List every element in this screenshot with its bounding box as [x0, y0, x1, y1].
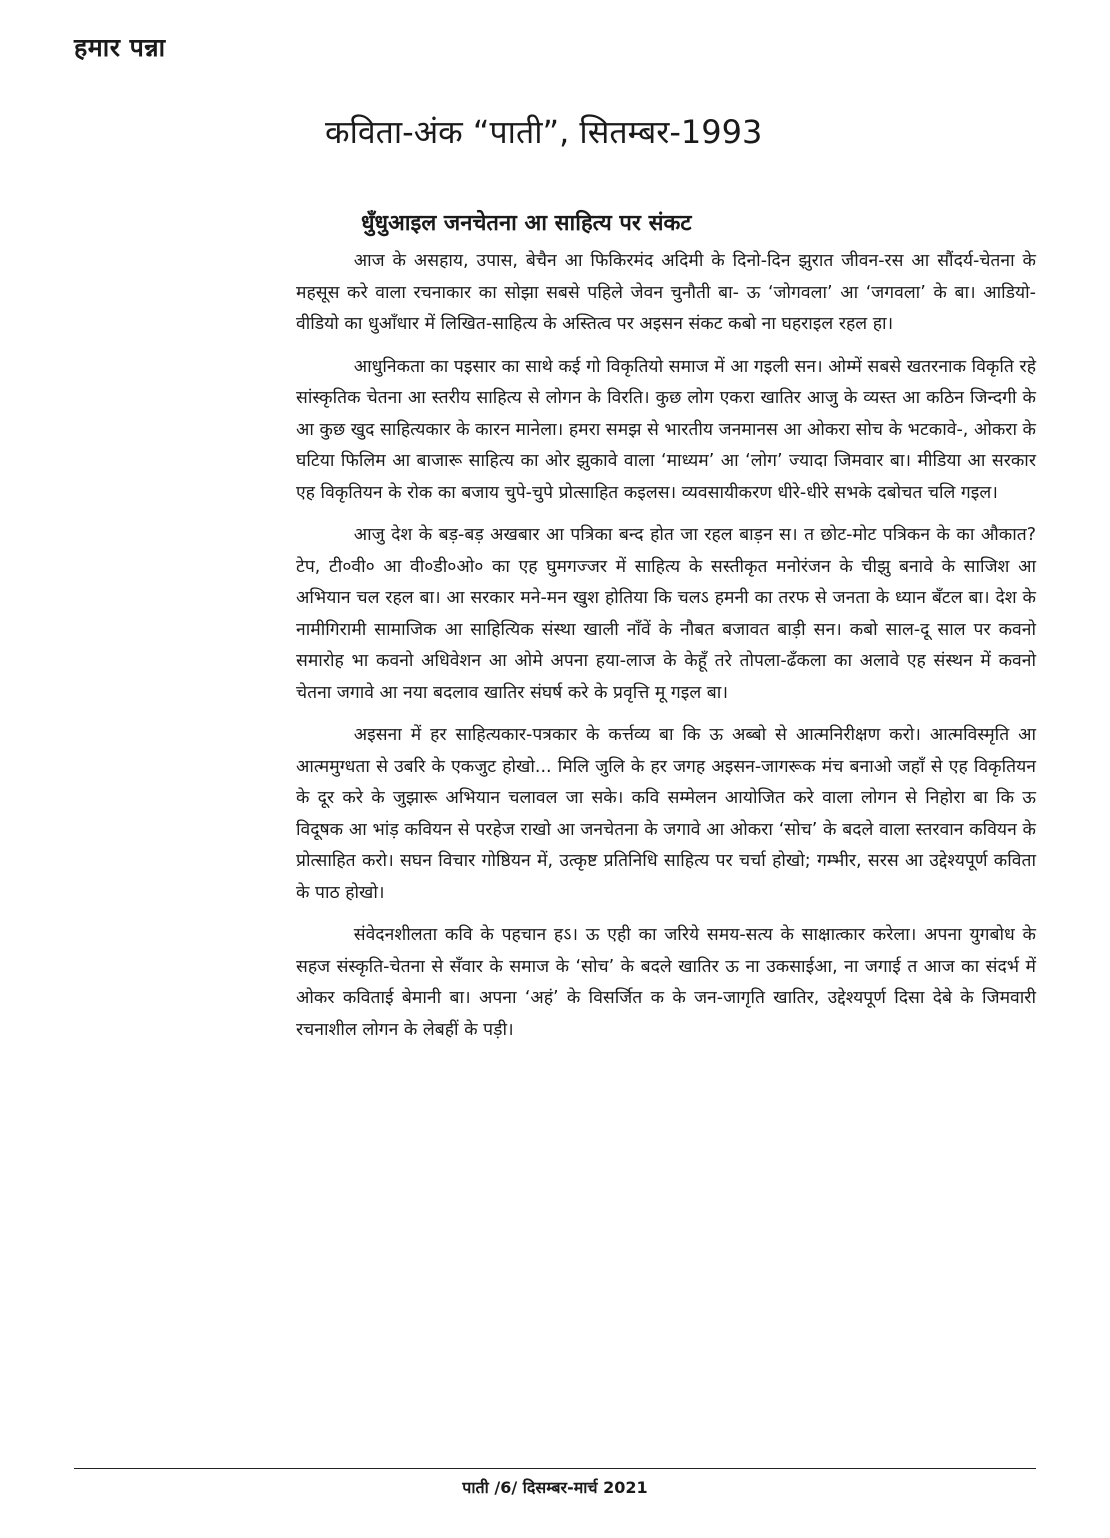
paragraph-4: अइसना में हर साहित्यकार-पत्रकार के कर्त्तव्य बा कि ऊ अब्बो से आत्मनिरीक्षण करो। आत्मविस्मृति आ आत्ममुग्धता से उबरि के एकजुट होखो... मिलि जुलि के हर जगह अइसन-जागरूक मंच बनाओ जहाँ से एह विकृतियन के दूर करे के जुझारू अभियान चलावल जा सके। कवि सम्मेलन आयोजित करे वाला लोगन से निहोरा बा कि ऊ विदूषक आ भांड़ कवियन से परहेज राखो आ जनचेतना के जगावे आ ओकरा ‘सोच’ के बदले वाला स्तरवान कवियन के प्रोत्साहित करो। सघन विचार गोष्ठियन में, उत्कृष्ट प्रतिनिधि साहित्य पर चर्चा होखो; गम्भीर, सरस आ उद्देश्यपूर्ण कविता के पाठ होखो।	[296, 725, 1036, 903]
page-footer: पाती /6/ दिसम्बर-मार्च 2021	[462, 1478, 648, 1497]
footer-divider	[74, 1468, 1036, 1469]
paragraph-1: आज के असहाय, उपास, बेचैन आ फिकिरमंद अदिमी के दिनो-दिन झुरात जीवन-रस आ सौंदर्य-चेतना के महसूस करे वाला रचनाकार का सोझा सबसे पहिले जेवन चुनौती बा- ऊ ‘जोगवला’ आ ‘जगवला’ के बा। आडियो-वीडियो का धुआँधार में लिखित-साहित्य के अस्तित्व पर अइसन संकट कबो ना घहराइल रहल हा।	[296, 251, 1036, 334]
paragraph-2: आधुनिकता का पइसार का साथे कई गो विकृतियो समाज में आ गइली सन। ओम्में सबसे खतरनाक विकृति रहे सांस्कृतिक चेतना आ स्तरीय साहित्य से लोगन के विरति। कुछ लोग एकरा खातिर आजु के व्यस्त आ कठिन जिन्दगी के आ कुछ खुद साहित्यकार के कारन मानेला। हमरा समझ से भारतीय जनमानस आ ओकरा सोच के भटकावे-, ओकरा के घटिया फिलिम आ बाजारू साहित्य का ओर झुकावे वाला ‘माध्यम’ आ ‘लोग’ ज्यादा जिमवार बा। मीडिया आ सरकार एह विकृतियन के रोक का बजाय चुपे-चुपे प्रोत्साहित कइलस। व्यवसायीकरण धीरे-धीरे सभके दबोचत चलि गइल।	[296, 356, 1036, 503]
paragraph-5: संवेदनशीलता कवि के पहचान हऽ। ऊ एही का जरिये समय-सत्य के साक्षात्कार करेला। अपना युगबोध के सहज संस्कृति-चेतना से सँवार के समाज के ‘सोच’ के बदले खातिर ऊ ना उकसाईआ, ना जगाई त आज का संदर्भ में ओकर कविताई बेमानी बा। अपना ‘अहं’ के विसर्जित क के जन-जागृति खातिर, उद्देश्यपूर्ण दिसा देबे के जिमवारी रचनाशील लोगन के लेबहीं के पड़ी।	[296, 925, 1036, 1040]
paragraph-3: आजु देश के बड़-बड़ अखबार आ पत्रिका बन्द होत जा रहल बाड़न स। त छोट-मोट पत्रिकन के का औकात? टेप, टी०वी० आ वी०डी०ओ० का एह घुमगज्जर में साहित्य के सस्तीकृत मनोरंजन के चीझु बनावे के साजिश आ अभियान चल रहल बा। आ सरकार मने-मन खुश होतिया कि चलऽ हमनी का तरफ से जनता के ध्यान बँटल बा। देश के नामीगिरामी सामाजिक आ साहित्यिक संस्था खाली नाँवें के नौबत बजावत बाड़ी सन। कबो साल-दू साल पर कवनो समारोह भा कवनो अधिवेशन आ ओमे अपना हया-लाज के केहूँ तरे तोपला-ढँकला का अलावे एह संस्थन में कवनो चेतना जगावे आ नया बदलाव खातिर संघर्ष करे के प्रवृत्ति मू गइल बा।	[296, 525, 1036, 703]
article-heading: धुँधुआइल जनचेतना आ साहित्य पर संकट	[361, 211, 692, 236]
article-body	[296, 246, 1036, 1057]
running-head: हमार पन्ना	[74, 33, 166, 62]
page-title: कविता-अंक “पाती”, सितम्बर-1993	[325, 113, 763, 151]
